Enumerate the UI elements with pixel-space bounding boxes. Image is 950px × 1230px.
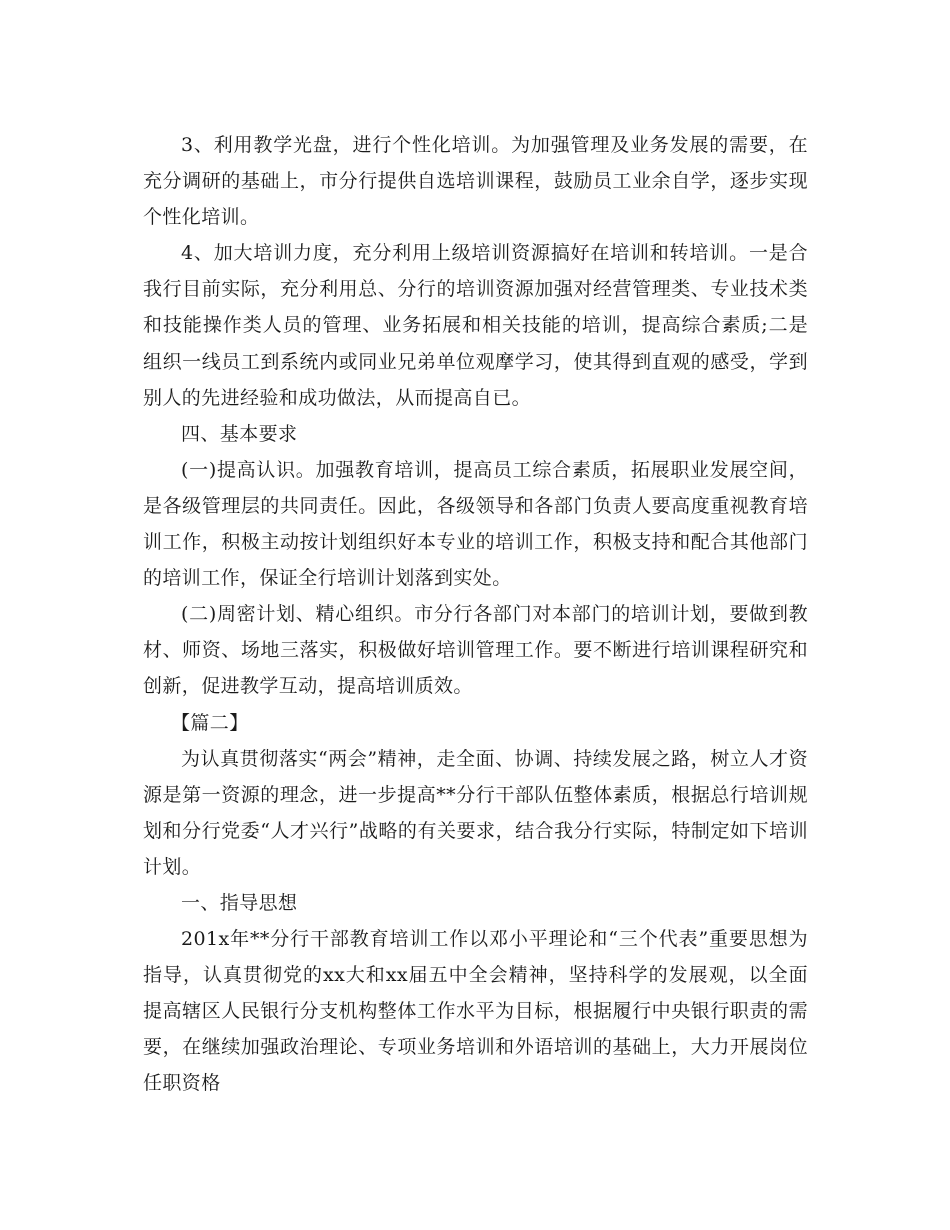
section-marker-part-two: 【篇二】 [171,711,249,734]
paragraph-intro-part-two: 为认真贯彻落实“两会”精神，走全面、协调、持续发展之路，树立人才资源是第一资源的理念，进一步提高**分行干部队伍整体素质，根据总行培训规划和分行党委“人才兴行”战略的有关要求，结合我分行实际，特制定如下培训计划。 [143,747,808,878]
paragraph-guiding-ideology: 201x年**分行干部教育培训工作以邓小平理论和“三个代表”重要思想为指导，认真贯彻党的xx大和xx届五中全会精神，坚持科学的发展观，以全面提高辖区人民银行分支机构整体工作水平为目标，根据履行中央银行职责的需要，在继续加强政治理论、专项业务培训和外语培训的基础上，大力开展岗位任职资格 [143,928,808,1095]
paragraph-raise-awareness: (一)提高认识。加强教育培训，提高员工综合素质，拓展职业发展空间，是各级管理层的共同责任。因此，各级领导和各部门负责人要高度重视教育培训工作，积极主动按计划组织好本专业的培训工作，积极支持和配合其他部门的培训工作，保证全行培训计划落到实处。 [143,458,808,590]
paragraph-careful-planning: (二)周密计划、精心组织。市分行各部门对本部门的培训计划，要做到教材、师资、场地三落实，积极做好培训管理工作。要不断进行培训课程研究和创新，促进教学互动，提高培训质效。 [143,603,808,698]
paragraph-training-intensity: 4、加大培训力度，充分利用上级培训资源搞好在培训和转培训。一是合我行目前实际，充分利用总、分行的培训资源加强对经营管理类、专业技术类和技能操作类人员的管理、业务拓展和相关技能的培训，提高综合素质;二是组织一线员工到系统内或同业兄弟单位观摩学习，使其得到直观的感受，学到别人的先进经验和成功做法，从而提高自已。 [143,242,808,409]
heading-basic-requirements: 四、基本要求 [181,422,298,445]
heading-guiding-ideology: 一、指导思想 [181,891,298,914]
document-body [143,127,808,1102]
paragraph-teaching-discs: 3、利用教学光盘，进行个性化培训。为加强管理及业务发展的需要，在充分调研的基础上，市分行提供自选培训课程，鼓励员工业余自学，逐步实现个性化培训。 [143,134,808,229]
